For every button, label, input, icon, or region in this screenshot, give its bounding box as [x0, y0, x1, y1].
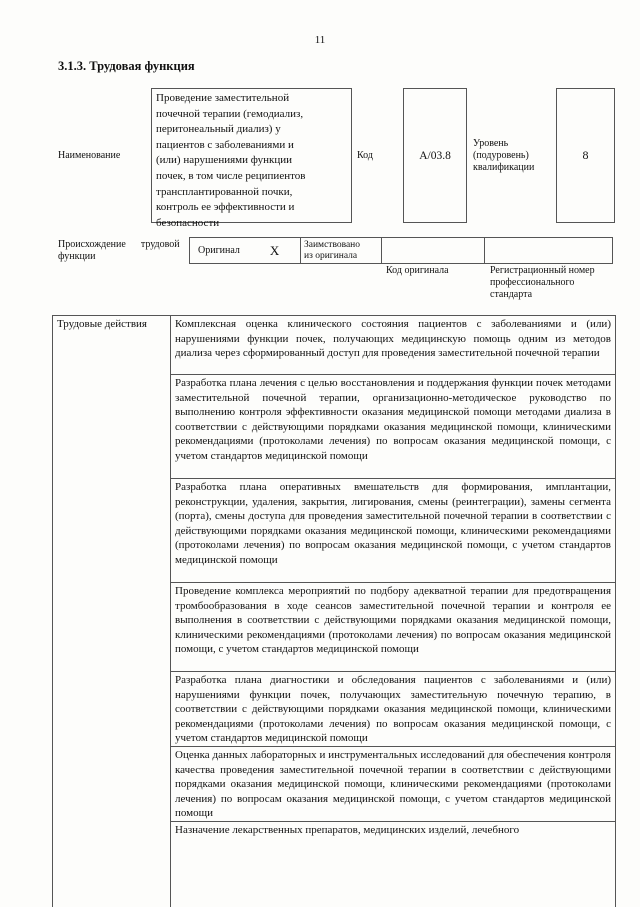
original-cell [189, 237, 301, 264]
function-name-line: перитонеальный диализ) у [156, 123, 281, 136]
function-name-line: Проведение заместительной [156, 92, 290, 104]
function-name-line: трансплантированной почки, [156, 185, 293, 198]
origin-label [58, 239, 190, 263]
borrowed-label-line: Заимствовано [304, 240, 361, 250]
section-title: 3.1.3. Трудовая функция [58, 59, 195, 73]
origin-label-line: Происхождение трудовой [58, 239, 180, 250]
work-actions-table [52, 315, 616, 907]
work-action-row: Разработка плана оперативных вмешательств для формирования, имплантации, реконструкции, удаления, закрытия, лигирования, смены (реинтеграции), замены сегмента (порта), смены доступа для проведения заместительной почечной терапии в соответствии с действующими порядками оказания медицинской помощи, клиническими рекомендациями (протоколами лечения) по вопросам оказания медицинской помощи, с учетом стандартов медицинской помощи [171, 479, 615, 583]
function-name-line: пациентов с заболеваниями и [156, 138, 294, 151]
original-mark: X [269, 242, 280, 258]
level-label-line: квалификации [473, 162, 535, 173]
reg-number-label-line: Регистрационный номер [490, 265, 595, 276]
work-action-row: Проведение комплекса мероприятий по подбору адекватной терапии для предотвращения тромбообразования в ходе сеансов заместительной почечной терапии и контроля ее выполнения в соответствии с действующими порядками оказания медицинской помощи, клиническими рекомендациями (протоколами лечения) по вопросам оказания медицинской помощи, с учетом стандартов медицинской помощи [171, 583, 615, 672]
level-label [473, 138, 534, 174]
work-action-row: Комплексная оценка клинического состояния пациентов с заболеваниями и (или) нарушениями функции почек, получающих медицинскую помощь одним из методов диализа через сформированный доступ для проведения заместительной почечной терапии [171, 316, 615, 375]
qualification-level: 8 [582, 148, 589, 162]
code-original-cell [381, 237, 485, 264]
function-name-box [151, 88, 352, 229]
function-name-line: контроль ее эффективности и [156, 201, 295, 214]
origin-row [190, 237, 615, 264]
work-action-row: Назначение лекарственных препаратов, медицинских изделий, лечебного [175, 824, 520, 836]
work-action-row: Разработка плана диагностики и обследования пациентов с заболеваниями и (или) нарушениями функции почек, получающих заместительную почечную терапию, в соответствии с действующими порядками оказания медицинской помощи, клиническими рекомендациями (протоколами лечения) по вопросам оказания медицинской помощи, с учетом стандартов медицинской помощи [171, 672, 615, 747]
function-name-line: безопасности [156, 216, 220, 229]
origin-label-line: функции [58, 251, 96, 262]
function-code: A/03.8 [419, 149, 451, 162]
function-name-line: почечной терапии (гемодиализ, [156, 107, 304, 120]
borrowed-cell [300, 237, 382, 264]
level-label-line: Уровень [473, 138, 509, 149]
reg-number-label-line: профессионального [490, 277, 575, 288]
reg-number-label-line: стандарта [490, 289, 533, 300]
original-label: Оригинал [198, 245, 240, 256]
level-label-line: (подуровень) [473, 150, 529, 161]
code-original-label: Код оригинала [386, 265, 449, 276]
code-label: Код [357, 150, 373, 161]
work-action-row: Разработка плана лечения с целью восстановления и поддержания функции почек методами заместительной почечной терапии, организационно-методическое руководство по выполнению контроля эффективности оказания медицинской помощи методами диализа в соответствии с действующими порядками оказания медицинской помощи, клиническими рекомендациями (протоколами лечения) по вопросам оказания медицинской помощи, с учетом стандартов медицинской помощи [171, 375, 615, 479]
page-number: 11 [314, 34, 326, 46]
work-actions-label: Трудовые действия [53, 316, 171, 907]
function-code-box [403, 88, 467, 223]
reg-number-cell [484, 237, 613, 264]
borrowed-label-line: из оригинала [304, 251, 358, 261]
name-label: Наименование [58, 150, 121, 161]
work-actions-list [171, 316, 615, 852]
work-action-row: Оценка данных лабораторных и инструментальных исследований для обеспечения контроля качества проведения заместительной почечной терапии в соответствии с действующими порядками оказания медицинской помощи, клиническими рекомендациями (протоколами лечения) по вопросам оказания медицинской помощи, с учетом стандартов медицинской помощи [171, 747, 615, 822]
function-name-line: (или) нарушениями функции [156, 154, 292, 167]
function-name-line: почек, в том числе реципиентов [156, 169, 306, 182]
qualification-level-box [556, 88, 615, 223]
reg-number-label [490, 265, 595, 301]
